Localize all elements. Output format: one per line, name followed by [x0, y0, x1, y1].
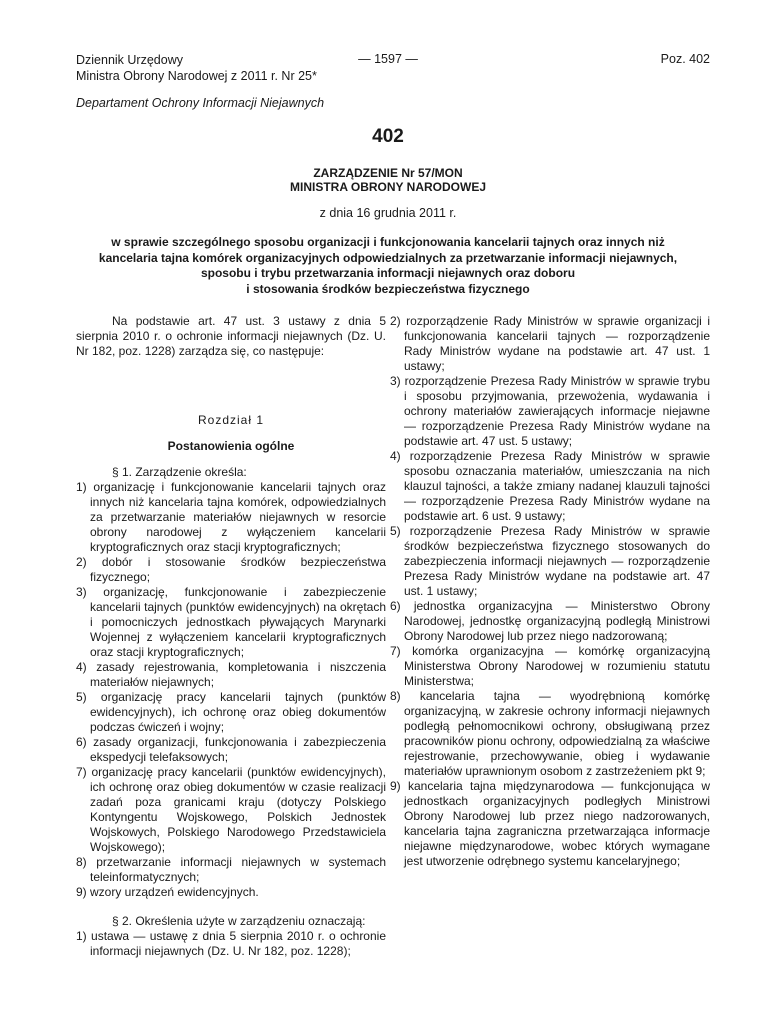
subject-line-4: i stosowania środków bezpieczeństwa fizycznego: [246, 281, 530, 296]
list-item: 8) przetwarzanie informacji niejawnych w systemach teleinformatycznych;: [76, 855, 386, 884]
journal-issue: Ministra Obrony Narodowej z 2011 r. Nr 25*: [76, 69, 317, 83]
list-item: 2) rozporządzenie Rady Ministrów w sprawie organizacji i funkcjonowania kancelarii tajnych — rozporządzenie Rady Ministrów wydane na podstawie art. 47 ust. 1 ustawy;: [390, 314, 710, 373]
list-item: 6) zasady organizacji, funkcjonowania i zabezpieczenia ekspedycji telefaksowych;: [76, 735, 386, 764]
list-item: 7) komórka organizacyjna — komórkę organizacyjną Ministerstwa Obrony Narodowej w rozumieniu statutu Ministerstwa;: [390, 644, 710, 688]
page-number: — 1597 —: [358, 52, 418, 66]
section-2-list: [76, 929, 386, 959]
document-title: [0, 166, 776, 194]
left-column: [76, 314, 386, 959]
section-2-list-continued: [390, 314, 710, 869]
position-number: Poz. 402: [660, 52, 710, 66]
department-name: Departament Ochrony Informacji Niejawnych: [76, 96, 325, 110]
list-item: 1) organizację i funkcjonowanie kancelarii tajnych oraz innych niż kancelaria tajna komórek, odpowiedzialnych za przetwarzanie materiałów niejawnych w resorcie obrony narodowej z wyłączeniem kancelarii kryptograficznych oraz stacji kryptograficznych;: [76, 480, 386, 554]
list-item: 4) rozporządzenie Prezesa Rady Ministrów w sprawie sposobu oznaczania materiałów, umieszczania na nich klauzul tajności, a także zmiany nadanej klauzuli tajności — rozporządzenie Prezesa Rady Ministrów wydane na podstawie art. 6 ust. 9 ustawy;: [390, 449, 710, 523]
list-item: 2) dobór i stosowanie środków bezpieczeństwa fizycznego;: [76, 555, 386, 584]
list-item: 3) rozporządzenie Prezesa Rady Ministrów w sprawie trybu i sposobu przyjmowania, przewożenia, wydawania i ochrony materiałów zawierających informacje niejawne — rozporządzenie Prezesa Rady Ministrów wydane na podstawie art. 47 ust. 5 ustawy;: [390, 374, 710, 448]
journal-header: [76, 52, 317, 84]
section-2-intro: § 2. Określenia użyte w zarządzeniu oznaczają:: [112, 914, 366, 928]
list-item: 5) organizację pracy kancelarii tajnych (punktów ewidencyjnych), ich ochronę oraz obieg dokumentów podczas ćwiczeń i wojny;: [76, 690, 386, 734]
list-item: 7) organizację pracy kancelarii (punktów ewidencyjnych), ich ochronę oraz obieg dokumentów w czasie realizacji zadań poza granicami kraju (dotyczy Polskiego Kontyngentu Wojskowego, Polskich Jednostek Wojskowych, Polskiego Narodowego Przedstawiciela Wojskowego);: [76, 765, 386, 854]
section-1-intro: § 1. Zarządzenie określa:: [112, 465, 247, 479]
list-item: 9) kancelaria tajna międzynarodowa — funkcjonująca w jednostkach organizacyjnych podległych Ministrowi Obrony Narodowej lub przez niego nadzorowanych, kancelaria tajna zagraniczna przetwarzająca informacje niejawne międzynarodowe, wobec których wymagane jest utworzenie odrębnego systemu kancelaryjnego;: [390, 779, 710, 868]
list-item: 9) wzory urządzeń ewidencyjnych.: [76, 885, 259, 899]
list-item: 4) zasady rejestrowania, kompletowania i niszczenia materiałów niejawnych;: [76, 660, 386, 689]
list-item: 1) ustawa — ustawę z dnia 5 sierpnia 2010 r. o ochronie informacji niejawnych (Dz. U. Nr 182, poz. 1228);: [76, 929, 386, 958]
title-line-1: ZARZĄDZENIE Nr 57/MON: [313, 166, 463, 180]
list-item: 6) jednostka organizacyjna — Ministerstwo Obrony Narodowej, jednostkę organizacyjną podległą Ministrowi Obrony Narodowej lub przez niego nadzorowaną;: [390, 599, 710, 643]
journal-name: Dziennik Urzędowy: [76, 53, 183, 67]
document-date: z dnia 16 grudnia 2011 r.: [319, 206, 457, 220]
subject-line-3: sposobu i trybu przetwarzania informacji niejawnych oraz doboru: [200, 266, 576, 280]
chapter-heading: Rozdział 1: [197, 413, 265, 427]
subject-line-2: kancelaria tajna komórek organizacyjnych odpowiedzialnych za przetwarzanie informacji niejawnych,: [98, 250, 678, 265]
chapter-title: Postanowienia ogólne: [167, 439, 295, 453]
section-1-list: [76, 480, 386, 900]
legal-basis-paragraph: Na podstawie art. 47 ust. 3 ustawy z dnia 5 sierpnia 2010 r. o ochronie informacji niejawnych (Dz. U. Nr 182, poz. 1228) zarządza się, co następuje:: [76, 314, 386, 358]
document-subject: [70, 235, 706, 297]
list-item: 5) rozporządzenie Prezesa Rady Ministrów w sprawie środków bezpieczeństwa fizycznego stosowanych do zabezpieczenia informacji niejawnych — rozporządzenie Prezesa Rady Ministrów wydane na podstawie art. 47 ust. 1 ustawy;: [390, 524, 710, 598]
document-number: 402: [372, 126, 404, 147]
list-item: 3) organizację, funkcjonowanie i zabezpieczenie kancelarii tajnych (punktów ewidencyjnych) na okrętach i pomocniczych jednostkach pływających Marynarki Wojennej z wyłączeniem kancelarii kryptograficznych oraz stacji kryptograficznych;: [76, 585, 386, 659]
subject-line-1: w sprawie szczególnego sposobu organizacji i funkcjonowania kancelarii tajnych oraz innych niż: [111, 235, 665, 249]
right-column: [390, 314, 710, 869]
list-item: 8) kancelaria tajna — wyodrębnioną komórkę organizacyjną, w zakresie ochrony informacji niejawnych podległą pełnomocnikowi ochrony, obsługiwaną przez pracowników pionu ochrony, odpowiedzialną za właściwe rejestrowanie, przechowywanie, obieg i wydawanie materiałów uprawnionym osobom z zastrzeżeniem pkt 9;: [390, 689, 710, 778]
title-line-2: MINISTRA OBRONY NARODOWEJ: [289, 180, 486, 194]
